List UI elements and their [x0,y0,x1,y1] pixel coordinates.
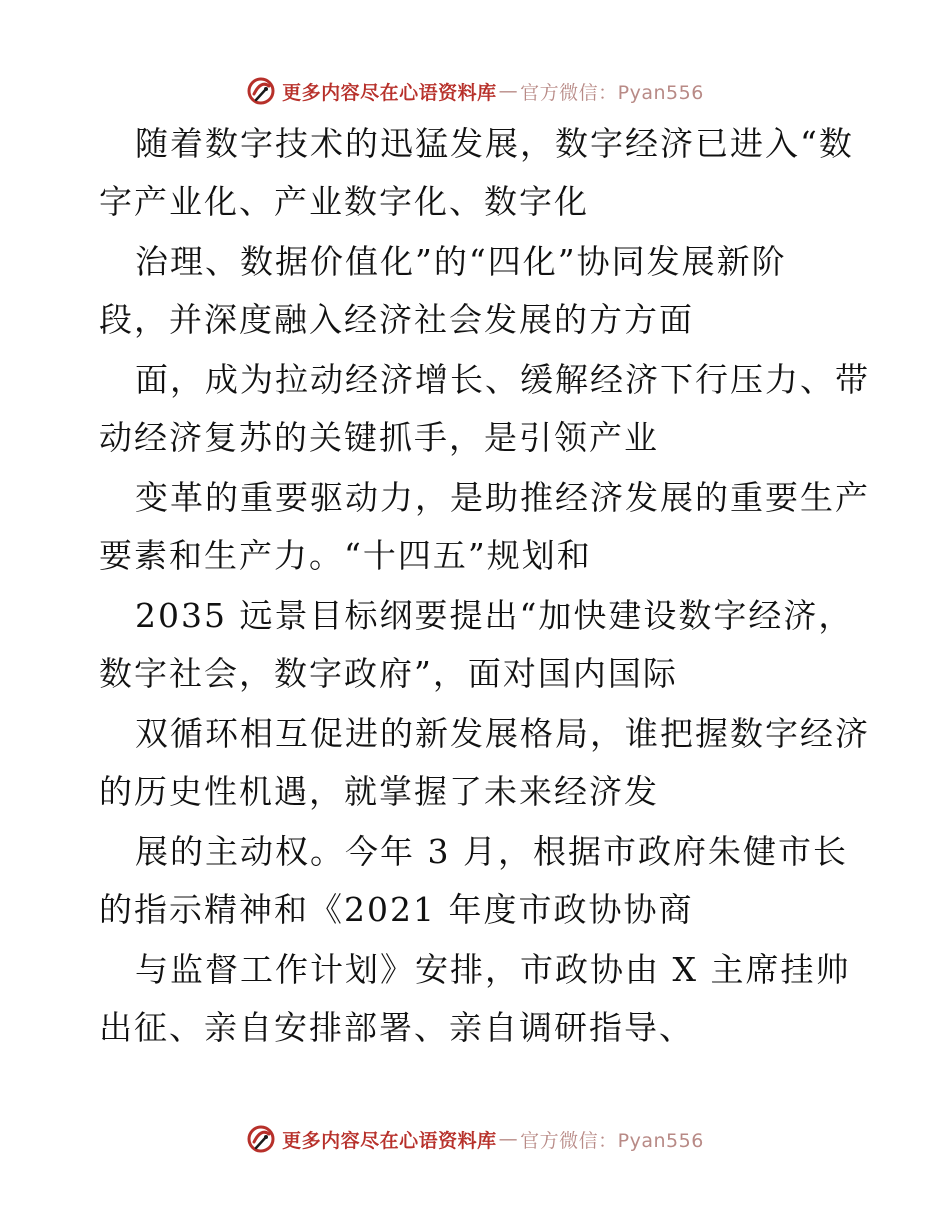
text-line: 段，并深度融入经济社会发展的方方面 [99,300,694,339]
text-line: 随着数字技术的迅猛发展，数字经济已进入“数 [135,124,854,163]
text-line: 动经济复苏的关键抓手，是引领产业 [99,418,659,457]
text-line: 与监督工作计划》安排，市政协由 X 主席挂帅 [135,950,851,989]
text-line: 数字社会，数字政府”，面对国内国际 [99,654,678,693]
text-line: 2035 远景目标纲要提出“加快建设数字经济， [135,596,854,635]
watermark-brand-text: 更多内容尽在心语资料库 [282,81,497,104]
header-watermark [0,71,950,111]
watermark-brand-text: 更多内容尽在心语资料库 [282,1129,497,1152]
footer-watermark [0,1119,950,1159]
text-line: 变革的重要驱动力，是助推经济发展的重要生产 [135,478,870,517]
text-line: 双循环相互促进的新发展格局，谁把握数字经济 [135,714,870,753]
text-line: 治理、数据价值化”的“四化”协同发展新阶 [135,242,787,281]
text-line: 的历史性机遇，就掌握了未来经济发 [99,772,659,811]
text-line: 的指示精神和《2021 年度市政协协商 [99,890,694,929]
watermark-contact-text: 官方微信：Pyan556 [520,1129,704,1152]
brand-logo-icon [246,1124,276,1154]
text-line: 要素和生产力。“十四五”规划和 [99,536,592,575]
brand-logo-icon [246,76,276,106]
text-line: 面，成为拉动经济增长、缓解经济下行压力、带 [135,360,870,399]
watermark-separator: — [498,1128,519,1150]
text-line: 展的主动权。今年 3 月，根据市政府朱健市长 [135,832,848,871]
text-line: 字产业化、产业数字化、数字化 [99,182,589,221]
watermark-separator: — [498,80,519,102]
text-line: 出征、亲自安排部署、亲自调研指导、 [99,1008,694,1047]
watermark-contact-text: 官方微信：Pyan556 [520,81,704,104]
